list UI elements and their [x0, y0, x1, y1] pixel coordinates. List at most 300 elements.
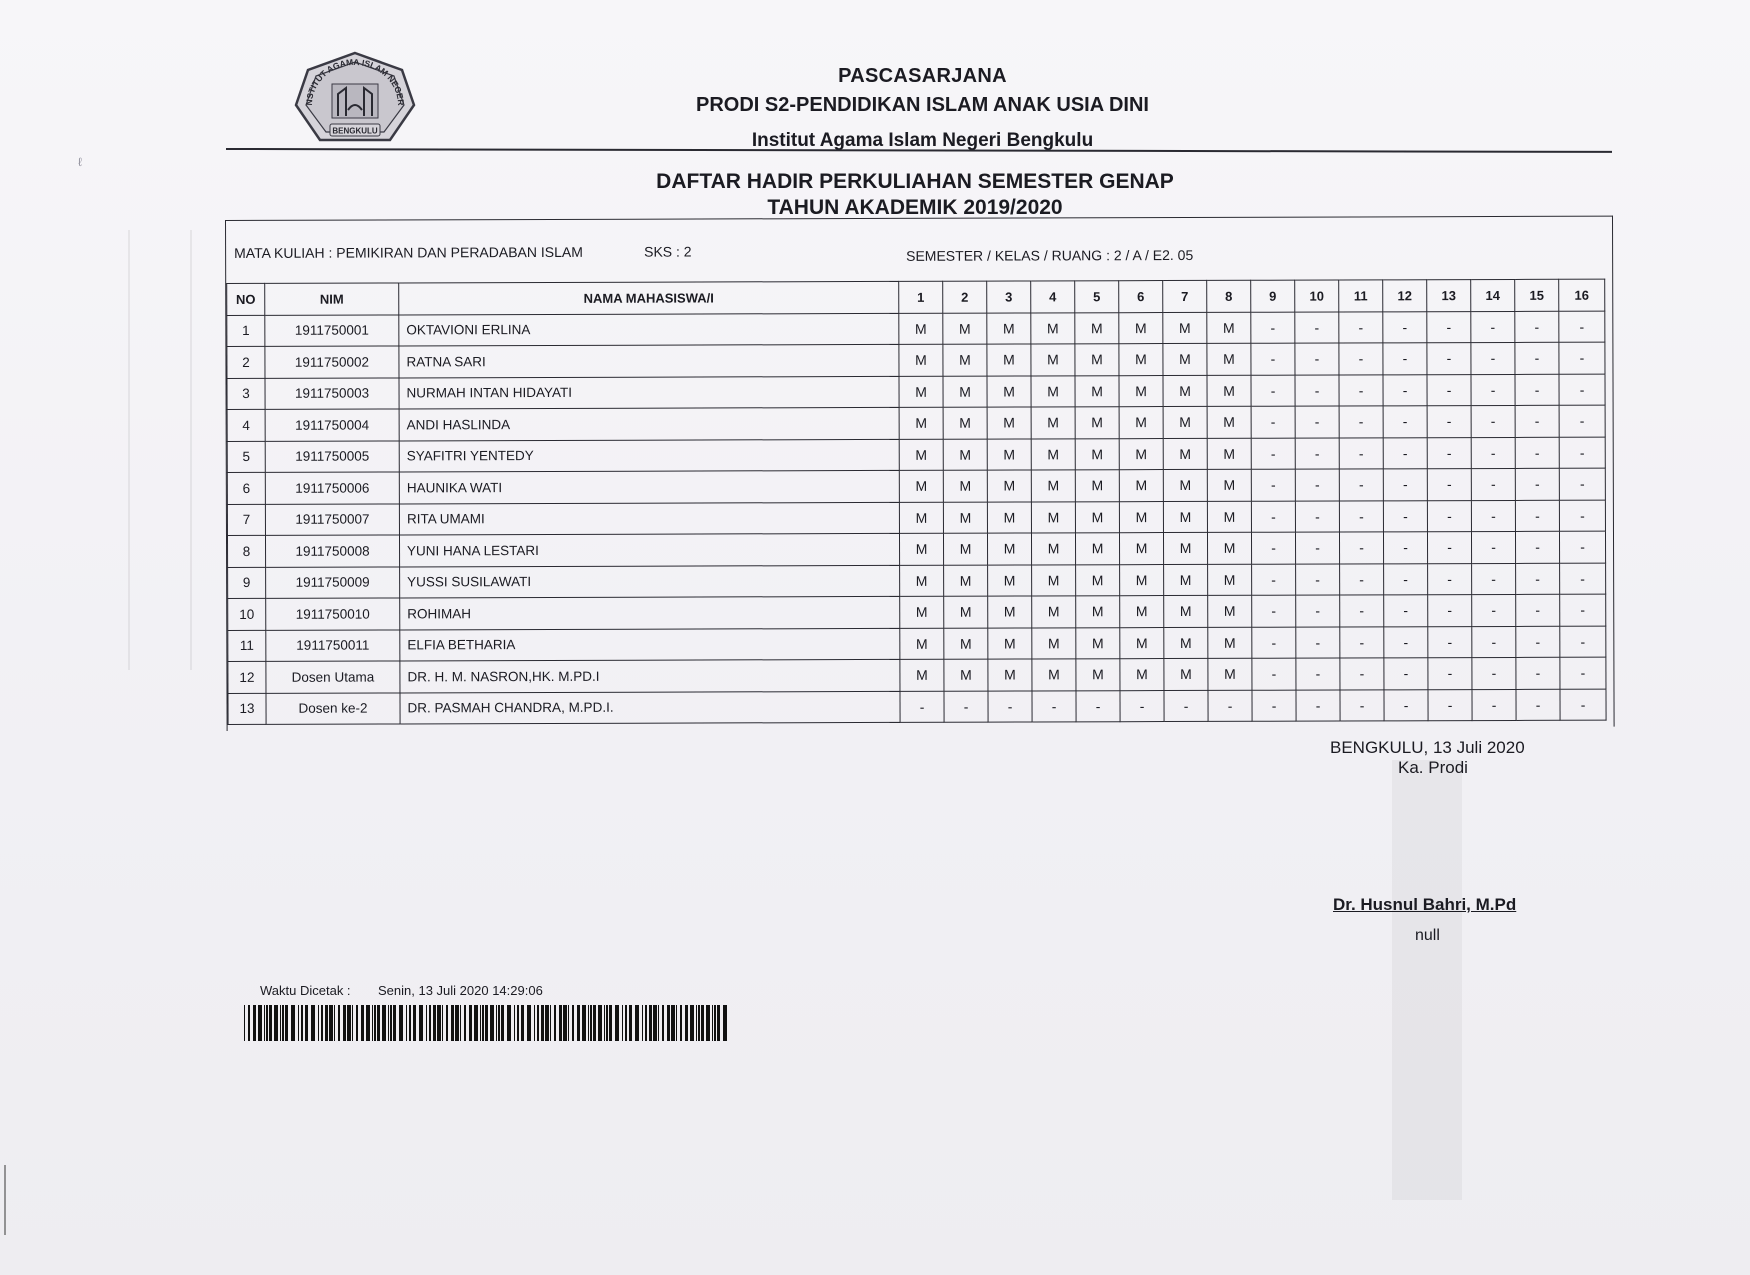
name-cell: RITA UMAMI: [399, 502, 899, 535]
reverse-side-shadow: [128, 230, 192, 670]
nim-cell: Dosen ke-2: [266, 692, 400, 724]
column-header-session: 7: [1163, 280, 1207, 312]
barcode-bar: [469, 1005, 472, 1041]
course-credits: SKS : 2: [644, 243, 692, 260]
barcode-bar: [329, 1005, 333, 1041]
barcode-bar: [301, 1005, 303, 1041]
column-header-session: 15: [1515, 279, 1559, 311]
barcode-bar: [717, 1005, 720, 1041]
attendance-mark-cell: -: [1559, 405, 1605, 437]
attendance-mark-cell: -: [1559, 374, 1605, 406]
attendance-mark-cell: M: [1163, 406, 1207, 438]
attendance-mark-cell: M: [1164, 658, 1208, 690]
attendance-mark-cell: -: [1427, 406, 1471, 438]
attendance-mark-cell: M: [1119, 533, 1163, 565]
barcode-bar: [446, 1005, 448, 1041]
attendance-mark-cell: M: [1164, 564, 1208, 596]
attendance-mark-cell: -: [1560, 626, 1606, 658]
attendance-mark-cell: M: [987, 375, 1031, 407]
barcode-bar: [490, 1005, 494, 1041]
attendance-mark-cell: M: [1075, 375, 1119, 407]
attendance-mark-cell: M: [987, 312, 1031, 344]
attendance-mark-cell: -: [1560, 657, 1606, 689]
barcode-bar: [338, 1005, 340, 1041]
barcode-bar: [685, 1005, 688, 1041]
attendance-mark-cell: -: [1428, 658, 1472, 690]
attendance-mark-cell: M: [1119, 438, 1163, 470]
attendance-mark-cell: M: [988, 659, 1032, 691]
attendance-mark-cell: -: [1516, 689, 1560, 721]
attendance-mark-cell: M: [1163, 438, 1207, 470]
attendance-mark-cell: -: [1560, 689, 1606, 721]
barcode-bar: [352, 1005, 353, 1041]
attendance-mark-cell: -: [1515, 531, 1559, 563]
barcode-bar: [419, 1005, 423, 1041]
name-cell: ANDI HASLINDA: [399, 407, 899, 440]
attendance-mark-cell: M: [1120, 659, 1164, 691]
attendance-mark-cell: -: [1427, 311, 1471, 343]
barcode-bar: [622, 1005, 623, 1041]
column-header-session: 5: [1075, 281, 1119, 313]
attendance-mark-cell: M: [1163, 501, 1207, 533]
attendance-mark-cell: -: [1383, 469, 1427, 501]
attendance-mark-cell: M: [1163, 469, 1207, 501]
attendance-mark-cell: M: [1075, 533, 1119, 565]
semester-class-room: SEMESTER / KELAS / RUANG : 2 / A / E2. 05: [906, 246, 1194, 264]
barcode-bar: [667, 1005, 670, 1041]
name-cell: DR. H. M. NASRON,HK. M.PD.I: [400, 659, 900, 692]
column-header-nim: NIM: [265, 283, 399, 315]
barcode-bar: [264, 1005, 265, 1041]
barcode-bar: [712, 1005, 713, 1041]
nim-cell: 1911750002: [265, 346, 399, 378]
attendance-mark-cell: -: [1295, 532, 1339, 564]
attendance-mark-cell: M: [1208, 658, 1252, 690]
signature-role: Ka. Prodi: [1398, 758, 1468, 777]
attendance-mark-cell: -: [1428, 595, 1472, 627]
attendance-mark-cell: M: [1207, 532, 1251, 564]
attendance-mark-cell: M: [900, 628, 944, 660]
barcode-bar: [501, 1005, 504, 1041]
barcode-bar: [318, 1005, 319, 1041]
table-row: [227, 405, 1605, 441]
attendance-mark-cell: -: [1384, 658, 1428, 690]
attendance-mark-cell: M: [1120, 564, 1164, 596]
attendance-mark-cell: M: [1119, 344, 1163, 376]
svg-text:INSTITUT AGAMA ISLAM NEGERI: NSTITUT AGAMA ISLAM NEGER: [303, 56, 407, 106]
nim-cell: 1911750001: [265, 314, 399, 346]
name-cell: OKTAVIONI ERLINA: [399, 313, 899, 346]
column-header-session: 16: [1559, 279, 1605, 311]
attendance-mark-cell: M: [900, 565, 944, 597]
attendance-mark-cell: M: [1075, 470, 1119, 502]
attendance-mark-cell: -: [1164, 690, 1208, 722]
barcode-bar: [676, 1005, 677, 1041]
barcode-bar: [588, 1005, 589, 1041]
attendance-mark-cell: -: [1339, 532, 1383, 564]
attendance-mark-cell: -: [1296, 658, 1340, 690]
barcode-bar: [482, 1005, 484, 1041]
attendance-mark-cell: M: [1163, 532, 1207, 564]
institute-name: Institut Agama Islam Negeri Bengkulu: [751, 130, 1094, 151]
column-header-session: 3: [987, 281, 1031, 313]
attendance-mark-cell: -: [1471, 374, 1515, 406]
attendance-mark-cell: M: [899, 470, 943, 502]
attendance-mark-cell: M: [1207, 501, 1251, 533]
attendance-mark-cell: -: [1427, 343, 1471, 375]
attendance-mark-cell: -: [1472, 594, 1516, 626]
table-row: [227, 311, 1605, 347]
barcode-bar: [372, 1005, 373, 1041]
barcode-bar: [517, 1005, 519, 1041]
attendance-mark-cell: -: [1252, 690, 1296, 722]
nim-cell: 1911750006: [265, 472, 399, 504]
attendance-mark-cell: M: [1032, 564, 1076, 596]
attendance-mark-cell: M: [1075, 501, 1119, 533]
attendance-mark-cell: -: [1516, 657, 1560, 689]
attendance-mark-cell: -: [1384, 689, 1428, 721]
attendance-mark-cell: M: [943, 376, 987, 408]
attendance-mark-cell: M: [1163, 312, 1207, 344]
attendance-mark-cell: -: [944, 691, 988, 723]
row-number-cell: 3: [227, 378, 265, 410]
barcode-bar: [604, 1005, 605, 1041]
attendance-mark-cell: M: [1207, 375, 1251, 407]
attendance-mark-cell: M: [900, 596, 944, 628]
barcode-bar: [390, 1005, 392, 1041]
attendance-mark-cell: -: [1208, 690, 1252, 722]
name-cell: RATNA SARI: [399, 344, 899, 377]
attendance-mark-cell: -: [1339, 343, 1383, 375]
attendance-mark-cell: -: [1559, 500, 1605, 532]
attendance-mark-cell: M: [1032, 596, 1076, 628]
barcode-bar: [635, 1005, 639, 1041]
attendance-mark-cell: M: [987, 407, 1031, 439]
attendance-mark-cell: M: [1208, 564, 1252, 596]
barcode-bar: [537, 1005, 539, 1041]
attendance-mark-cell: -: [1296, 564, 1340, 596]
column-header-session: 10: [1295, 280, 1339, 312]
attendance-mark-cell: -: [1340, 563, 1384, 595]
attendance-mark-cell: M: [899, 439, 943, 471]
barcode-bar: [325, 1005, 328, 1041]
attendance-mark-cell: M: [1031, 312, 1075, 344]
attendance-mark-cell: M: [1163, 375, 1207, 407]
attendance-mark-cell: -: [1515, 405, 1559, 437]
barcode-bar: [393, 1005, 396, 1041]
barcode-bar: [366, 1005, 370, 1041]
attendance-mark-cell: M: [943, 344, 987, 376]
row-number-cell: 12: [228, 661, 266, 693]
attendance-mark-cell: -: [1339, 374, 1383, 406]
attendance-mark-cell: M: [1208, 627, 1252, 659]
barcode-bar: [298, 1005, 299, 1041]
attendance-mark-cell: M: [988, 564, 1032, 596]
attendance-mark-cell: -: [1515, 311, 1559, 343]
nim-cell: 1911750007: [265, 503, 399, 535]
barcode-bar: [347, 1005, 351, 1041]
barcode-bar: [696, 1005, 697, 1041]
attendance-mark-cell: M: [1032, 659, 1076, 691]
attendance-mark-cell: M: [1031, 501, 1075, 533]
svg-text:BENGKULU: BENGKULU: [332, 126, 378, 136]
barcode-bar: [609, 1005, 612, 1041]
name-cell: NURMAH INTAN HIDAYATI: [399, 376, 899, 409]
attendance-mark-cell: -: [1471, 468, 1515, 500]
attendance-mark-cell: M: [944, 628, 988, 660]
signature-place-date: BENGKULU, 13 Juli 2020: [1330, 738, 1525, 757]
barcode-bar: [399, 1005, 403, 1041]
barcode-bar: [606, 1005, 608, 1041]
column-header-session: 12: [1383, 280, 1427, 312]
barcode-bar: [244, 1005, 245, 1041]
attendance-mark-cell: M: [1119, 470, 1163, 502]
barcode-bar: [266, 1005, 268, 1041]
attendance-mark-cell: M: [1076, 659, 1120, 691]
attendance-mark-cell: M: [987, 344, 1031, 376]
barcode-bar: [572, 1005, 574, 1041]
attendance-mark-cell: M: [944, 659, 988, 691]
table-row: [228, 657, 1606, 693]
barcode-bar: [645, 1005, 647, 1041]
course-name: MATA KULIAH : PEMIKIRAN DAN PERADABAN ISLAM: [234, 243, 583, 261]
attendance-mark-cell: -: [1383, 374, 1427, 406]
barcode-bar: [282, 1005, 284, 1041]
program-heading: PRODI S2-PENDIDIKAN ISLAM ANAK USIA DINI: [696, 94, 1149, 116]
attendance-mark-cell: -: [1471, 405, 1515, 437]
attendance-mark-cell: M: [943, 502, 987, 534]
row-number-cell: 9: [228, 567, 266, 599]
table-row: [227, 342, 1605, 378]
attendance-mark-cell: -: [1427, 532, 1471, 564]
barcode-bar: [377, 1005, 380, 1041]
attendance-mark-cell: M: [943, 313, 987, 345]
attendance-mark-cell: -: [1251, 343, 1295, 375]
print-time-value: Senin, 13 Juli 2020 14:29:06: [378, 983, 543, 998]
barcode-bar: [706, 1005, 710, 1041]
attendance-mark-cell: -: [1383, 437, 1427, 469]
column-header-session: 1: [899, 281, 943, 313]
attendance-mark-cell: M: [1164, 595, 1208, 627]
attendance-mark-cell: M: [1163, 343, 1207, 375]
attendance-mark-cell: -: [1251, 406, 1295, 438]
attendance-mark-cell: -: [1076, 690, 1120, 722]
attendance-mark-cell: -: [1559, 311, 1605, 343]
attendance-mark-cell: -: [1559, 342, 1605, 374]
barcode-bar: [554, 1005, 556, 1041]
attendance-mark-cell: -: [1427, 374, 1471, 406]
attendance-mark-cell: -: [1295, 469, 1339, 501]
attendance-mark-cell: -: [1252, 658, 1296, 690]
attendance-mark-cell: -: [1428, 626, 1472, 658]
attendance-mark-cell: -: [1252, 595, 1296, 627]
attendance-mark-cell: -: [1295, 312, 1339, 344]
attendance-mark-cell: -: [1120, 690, 1164, 722]
attendance-mark-cell: -: [1383, 532, 1427, 564]
attendance-mark-cell: M: [899, 502, 943, 534]
attendance-mark-cell: M: [987, 501, 1031, 533]
attendance-mark-cell: -: [1472, 657, 1516, 689]
row-number-cell: 13: [228, 693, 266, 725]
barcode-bar: [437, 1005, 441, 1041]
attendance-mark-cell: M: [987, 533, 1031, 565]
barcode-bar: [590, 1005, 592, 1041]
attendance-mark-cell: M: [987, 438, 1031, 470]
row-number-cell: 11: [228, 630, 266, 662]
attendance-mark-cell: -: [1516, 626, 1560, 658]
attendance-mark-cell: M: [1207, 312, 1251, 344]
attendance-mark-cell: M: [1119, 375, 1163, 407]
barcode-bar: [258, 1005, 262, 1041]
attendance-mark-cell: -: [1251, 312, 1295, 344]
name-cell: DR. PASMAH CHANDRA, M.PD.I.: [400, 691, 900, 724]
attendance-mark-cell: -: [1559, 437, 1605, 469]
attendance-table-body: [227, 311, 1606, 725]
attendance-mark-cell: -: [1427, 469, 1471, 501]
attendance-mark-cell: -: [1471, 500, 1515, 532]
barcode-bar: [474, 1005, 478, 1041]
attendance-mark-cell: -: [1251, 532, 1295, 564]
attendance-mark-cell: -: [1339, 406, 1383, 438]
attendance-mark-cell: -: [1384, 595, 1428, 627]
barcode-bar: [343, 1005, 346, 1041]
barcode-bar: [496, 1005, 497, 1041]
barcode-bar: [615, 1005, 619, 1041]
barcode-bar: [649, 1005, 652, 1041]
attendance-mark-cell: M: [1031, 344, 1075, 376]
barcode-bar: [280, 1005, 281, 1041]
barcode-bar: [406, 1005, 407, 1041]
attendance-mark-cell: -: [1384, 563, 1428, 595]
attendance-mark-cell: -: [1560, 563, 1606, 595]
column-header-session: 4: [1031, 281, 1075, 313]
nim-cell: 1911750003: [265, 377, 399, 409]
barcode-bar: [642, 1005, 643, 1041]
attendance-mark-cell: M: [1031, 438, 1075, 470]
attendance-mark-cell: -: [1471, 531, 1515, 563]
attendance-mark-cell: -: [1339, 437, 1383, 469]
nim-cell: 1911750011: [266, 629, 400, 661]
nim-cell: 1911750004: [265, 409, 399, 441]
attendance-mark-cell: M: [1076, 627, 1120, 659]
barcode-bar: [334, 1005, 335, 1041]
attendance-mark-cell: -: [1251, 469, 1295, 501]
barcode-bar: [625, 1005, 627, 1041]
row-number-cell: 5: [227, 441, 265, 473]
attendance-mark-cell: M: [1208, 595, 1252, 627]
barcode-bar: [653, 1005, 657, 1041]
row-number-cell: 8: [227, 535, 265, 567]
attendance-mark-cell: M: [1075, 312, 1119, 344]
barcode-bar: [460, 1005, 461, 1041]
nim-cell: 1911750010: [266, 598, 400, 630]
row-number-cell: 10: [228, 598, 266, 630]
barcode-bar: [658, 1005, 659, 1041]
barcode-bar: [388, 1005, 389, 1041]
row-number-cell: 7: [227, 504, 265, 536]
attendance-mark-cell: -: [1427, 437, 1471, 469]
attendance-mark-cell: -: [1252, 627, 1296, 659]
barcode-bar: [253, 1005, 256, 1041]
barcode-bar: [498, 1005, 500, 1041]
column-header-session: 14: [1471, 279, 1515, 311]
attendance-mark-cell: M: [1075, 407, 1119, 439]
attendance-mark-cell: -: [1251, 375, 1295, 407]
row-number-cell: 2: [227, 346, 265, 378]
barcode-bar: [426, 1005, 427, 1041]
barcode-bar: [413, 1005, 416, 1041]
attendance-mark-cell: M: [1031, 375, 1075, 407]
attendance-mark-cell: -: [1560, 594, 1606, 626]
attendance-mark-cell: -: [1559, 531, 1605, 563]
academic-year-title: TAHUN AKADEMIK 2019/2020: [767, 196, 1063, 219]
attendance-mark-cell: -: [1252, 564, 1296, 596]
barcode-bar: [269, 1005, 272, 1041]
barcode-bar: [442, 1005, 443, 1041]
barcode-bar: [382, 1005, 386, 1041]
attendance-mark-cell: M: [1119, 407, 1163, 439]
scan-speck: ℓ: [78, 155, 82, 169]
attendance-frame: [225, 216, 1615, 731]
column-header-session: 11: [1339, 280, 1383, 312]
attendance-mark-cell: -: [1515, 437, 1559, 469]
barcode-bar: [305, 1005, 308, 1041]
attendance-mark-cell: M: [899, 407, 943, 439]
attendance-mark-cell: M: [899, 313, 943, 345]
attendance-mark-cell: M: [944, 596, 988, 628]
barcode-bar: [451, 1005, 454, 1041]
attendance-mark-cell: -: [1296, 626, 1340, 658]
column-header-session: 6: [1119, 281, 1163, 313]
attendance-mark-cell: M: [988, 627, 1032, 659]
attendance-mark-cell: M: [1076, 596, 1120, 628]
table-header-row: [227, 279, 1605, 315]
attendance-mark-cell: M: [900, 659, 944, 691]
attendance-mark-cell: M: [899, 376, 943, 408]
attendance-mark-cell: -: [1471, 311, 1515, 343]
barcode-bar: [248, 1005, 250, 1041]
attendance-mark-cell: -: [1471, 342, 1515, 374]
nim-cell: 1911750008: [265, 535, 399, 567]
barcode-bar: [559, 1005, 562, 1041]
barcode-bar: [593, 1005, 596, 1041]
attendance-mark-cell: -: [1516, 563, 1560, 595]
nim-cell: 1911750005: [265, 440, 399, 472]
attendance-mark-cell: M: [1119, 501, 1163, 533]
name-cell: YUNI HANA LESTARI: [399, 533, 899, 566]
attendance-mark-cell: -: [988, 690, 1032, 722]
attendance-mark-cell: -: [1295, 375, 1339, 407]
barcode-bar: [374, 1005, 376, 1041]
barcode-bar: [582, 1005, 586, 1041]
barcode-bar: [714, 1005, 716, 1041]
barcode-bar: [521, 1005, 524, 1041]
barcode-icon: [244, 1005, 730, 1041]
column-header-session: 9: [1251, 280, 1295, 312]
table-row: [227, 374, 1605, 410]
attendance-mark-cell: M: [1119, 312, 1163, 344]
attendance-mark-cell: M: [943, 439, 987, 471]
barcode-bar: [409, 1005, 411, 1041]
attendance-mark-cell: M: [1032, 627, 1076, 659]
attendance-mark-cell: -: [1295, 406, 1339, 438]
column-header-session: 8: [1207, 280, 1251, 312]
attendance-mark-cell: -: [1340, 658, 1384, 690]
attendance-mark-cell: -: [1340, 689, 1384, 721]
barcode-bar: [698, 1005, 700, 1041]
attendance-mark-cell: M: [1207, 469, 1251, 501]
attendance-mark-cell: M: [943, 407, 987, 439]
